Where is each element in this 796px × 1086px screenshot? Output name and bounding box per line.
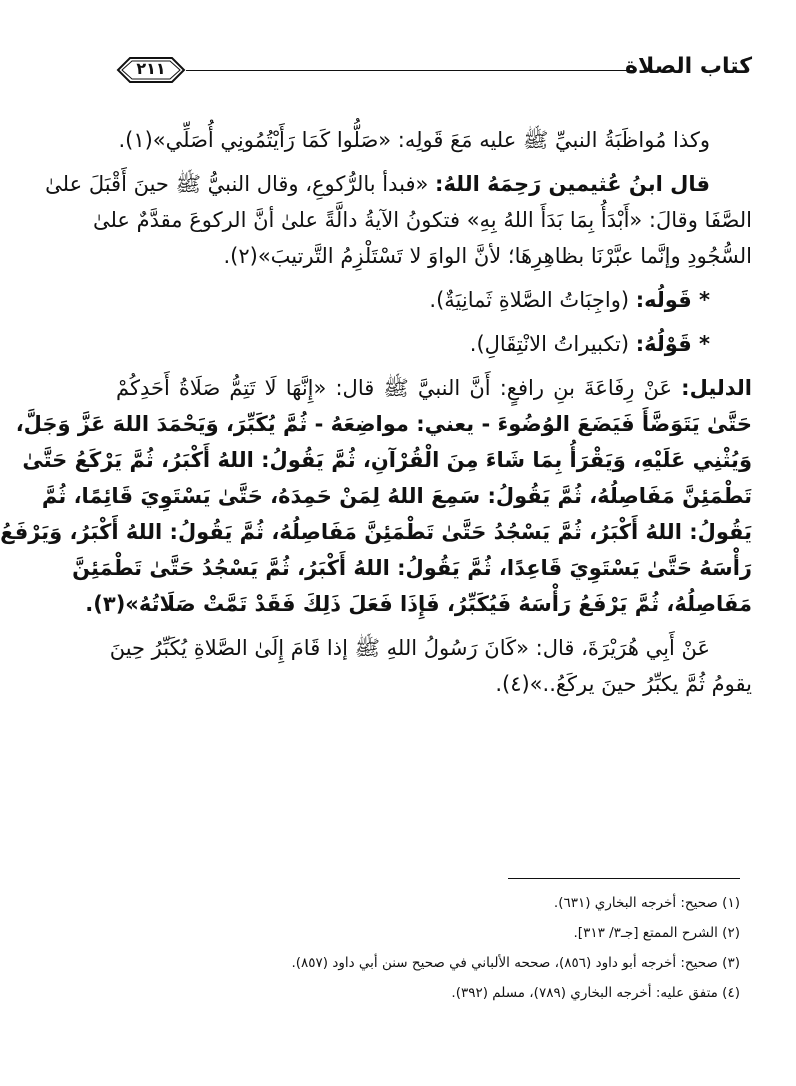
item-label: * قَولُه: (635, 288, 710, 312)
list-item (116, 326, 752, 362)
hadith-line: يَقُولُ: اللهُ أَكْبَرُ، ثُمَّ يَسْجُدُ حَتَّىٰ تَطْمَئِنَّ مَفَاصِلُهُ، ثُمَّ يَقُولُ: اللهُ أَكْبَرُ، وَيَرْفَعُ (0, 520, 752, 544)
item-label: * قَوْلُهُ: (635, 332, 710, 356)
evidence-label: الدليل: (681, 376, 752, 400)
text-line (116, 370, 752, 406)
quote-text: «فبدأ بالرُّكوعِ، وقال النبيُّ ﷺ حينَ أَقْبَلَ علىٰ (45, 172, 436, 196)
text-line: الصَّفَا وقالَ: «أَبْدَأُ بِمَا بَدَأَ اللهُ بِهِ» فتكونُ الآيةُ دالَّةً علىٰ أنَّ الركوعَ مقدَّمٌ علىٰ (92, 208, 752, 232)
footnote: (١) صحيح: أخرجه البخاري (٦٣١). (553, 895, 740, 911)
header-rule (186, 70, 634, 71)
footnotes (104, 888, 740, 1008)
hadith-line: وَيُثْنِي عَلَيْهِ، وَيَقْرَأُ بِمَا شَاءَ مِنَ الْقُرْآنِ، ثُمَّ يَقُولُ: اللهُ أَكْبَرُ، ثُمَّ يَرْكَعُ حَتَّىٰ (22, 448, 752, 472)
page-header (116, 48, 752, 94)
page-number-badge (116, 56, 186, 84)
footnote: (٤) متفق عليه: أخرجه البخاري (٧٨٩)، مسلم (٣٩٢). (451, 985, 740, 1001)
hadith-line: تَطْمَئِنَّ مَفَاصِلُهُ، ثُمَّ يَقُولُ: سَمِعَ اللهُ لِمَنْ حَمِدَهُ، حَتَّىٰ يَسْتَوِيَ قَائِمًا، ثُمَّ (41, 484, 752, 508)
hadith-line: حَتَّىٰ يَتَوَضَّأَ فَيَضَعَ الوُضُوءَ - يعني: مواضِعَهُ - ثُمَّ يُكَبِّرَ، وَيَحْمَدَ اللهَ عَزَّ وَجَلَّ، (15, 412, 752, 436)
list-item (116, 282, 752, 318)
book-title: كتاب الصلاة (625, 54, 752, 79)
text-line: يقومُ ثُمَّ يكبِّرُ حينَ يركَعُ..»(٤). (495, 672, 752, 696)
quote-source-label: قال ابنُ عُثيمين رَحِمَهُ اللهُ: (435, 172, 710, 196)
text-line: عَنْ أَبِي هُرَيْرَةَ، قال: «كَانَ رَسُولُ اللهِ ﷺ إذا قَامَ إِلَىٰ الصَّلاةِ يُكَبِّرُ حِينَ (109, 636, 710, 660)
hadith-line: مَفَاصِلُهُ، ثُمَّ يَرْفَعُ رَأْسَهُ فَيُكَبِّرُ، فَإِذَا فَعَلَ ذَلِكَ فَقَدْ تَمَّتْ صَلَاتُهُ»(٣). (85, 592, 752, 616)
item-text: (تكبيراتُ الانْتِقَالِ). (469, 332, 636, 356)
main-text (0, 122, 752, 702)
footnote-divider (508, 878, 740, 879)
text-line (45, 166, 752, 202)
text-line: وكذا مُواظَبَةُ النبيِّ ﷺ عليه مَعَ قَولِه: «صَلُّوا كَمَا رَأَيْتُمُونِي أُصَلِّي»(١). (118, 128, 710, 152)
footnote: (٢) الشرح الممتع [جـ٣/ ٣١٣]. (573, 925, 740, 941)
hadith-line: رَأْسَهُ حَتَّىٰ يَسْتَوِيَ قَاعِدًا، ثُمَّ يَقُولُ: اللهُ أَكْبَرُ، ثُمَّ يَسْجُدُ حَتَّىٰ تَطْمَئِنَّ (72, 556, 752, 580)
page-number: ٢١١ (136, 59, 166, 78)
item-text: (واجِبَاتُ الصَّلاةِ ثَمانِيَةٌ). (429, 288, 636, 312)
footnote: (٣) صحيح: أخرجه أبو داود (٨٥٦)، صححه الألباني في صحيح سنن أبي داود (٨٥٧). (291, 955, 740, 971)
evidence-text: عَنْ رِفَاعَةَ بنِ رافعٍ: أَنَّ النبيَّ ﷺ قال: «إِنَّهَا لَا تَتِمُّ صَلَاةُ أَحَدِكُمْ (116, 376, 682, 400)
text-line: السُّجُودِ وإنَّما عبَّرْنَا بظاهِرِهَا؛ لأنَّ الواوَ لا تَسْتَلْزِمُ التَّرتيبَ»(٢). (223, 244, 752, 268)
